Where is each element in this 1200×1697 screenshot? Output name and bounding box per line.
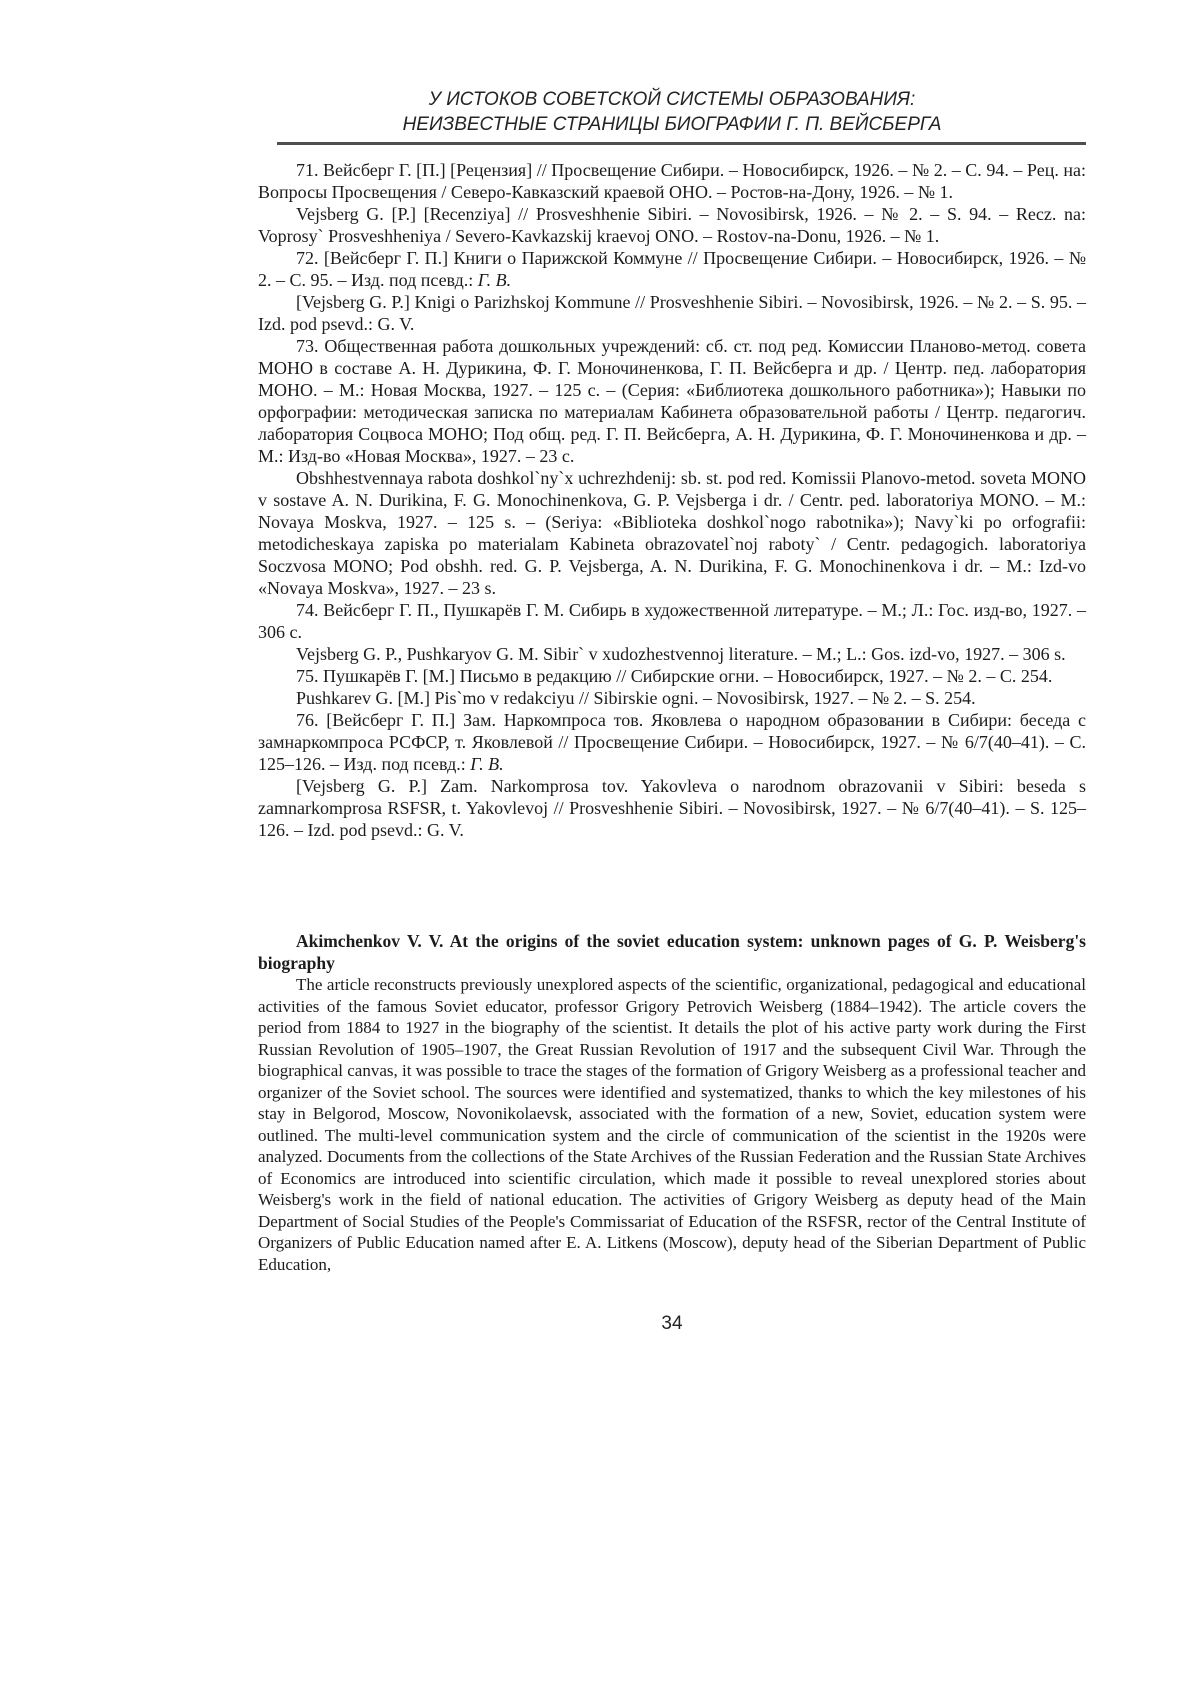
bib-entry-76-ru <box>258 709 1086 775</box>
page-number: 34 <box>661 1313 683 1334</box>
bib-entry-75-ru: 75. Пушкарёв Г. [М.] Письмо в редакцию // Сибирские огни. – Новосибирск, 1927. – № 2. – С. 254. <box>296 666 1053 686</box>
abstract-text: The article reconstructs previously unexplored aspects of the scientific, organizational, pedagogical and educational activities of the famous Soviet educator, professor Grigory Petrovich Weisberg (1884–1942). The article covers the period from 1884 to 1927 in the biography of the scientist. It details the plot of his active party work during the First Russian Revolution of 1905–1907, the Great Russian Revolution of 1917 and the subsequent Civil War. Through the biographical canvas, it was possible to trace the stages of the formation of Grigory Weisberg as a professional teacher and organizer of the Soviet school. The sources were identified and systematized, thanks to which the key milestones of his stay in Belgorod, Moscow, Novonikolaevsk, associated with the formation of a new, Soviet, education system were outlined. The multi-level communication system and the circle of communication of the scientist in the 1920s were analyzed. Documents from the collections of the State Archives of the Russian Federation and the Russian State Archives of Economics are introduced into scientific circulation, which made it possible to reveal unexplored stories about Weisberg's work in the field of national education. The activities of Grigory Weisberg as deputy head of the Main Department of Social Studies of the People's Commissariat of Education of the RSFSR, rector of the Central Institute of Organizers of Public Education named after E. A. Litkens (Moscow), deputy head of the Siberian Department of Public Education, <box>258 975 1086 1274</box>
bib-entry-74-ru: 74. Вейсберг Г. П., Пушкарёв Г. М. Сибирь в художественной литературе. – М.; Л.: Гос. изд-во, 1927. – 306 с. <box>258 600 1086 642</box>
running-header-line1: У ИСТОКОВ СОВЕТСКОЙ СИСТЕМЫ ОБРАЗОВАНИЯ: <box>428 89 916 110</box>
bibliography-list <box>258 159 1086 841</box>
english-abstract-section <box>258 931 1086 1275</box>
bib-entry-72-ru-text: 72. [Вейсберг Г. П.] Книги о Парижской Коммуне // Просвещение Сибири. – Новосибирск, 1926. – № 2. – С. 95. – Изд. под псевд.: <box>258 248 1086 290</box>
page-content <box>258 0 1086 1275</box>
bib-entry-71-ru: 71. Вейсберг Г. [П.] [Рецензия] // Просвещение Сибири. – Новосибирск, 1926. – № 2. – С. 94. – Рец. на: Вопросы Просвещения / Северо-Кавказский краевой ОНО. – Ростов-на-Дону, 1926. – № 1. <box>258 160 1086 202</box>
bib-entry-76-ru-pseudonym: Г. В. <box>470 754 504 774</box>
running-header-line2: НЕИЗВЕСТНЫЕ СТРАНИЦЫ БИОГРАФИИ Г. П. ВЕЙСБЕРГА <box>402 114 942 135</box>
abstract-heading: Akimchenkov V. V. At the origins of the soviet education system: unknown pages of G. P. Weisberg's biography <box>258 931 1086 973</box>
bib-entry-72-ru <box>258 247 1086 291</box>
bib-entry-73-ru: 73. Общественная работа дошкольных учреждений: сб. ст. под ред. Комиссии Планово-метод. совета МОНО в составе А. Н. Дурикина, Ф. Г. Моночиненкова, Г. П. Вейсберга и др. / Центр. пед. лаборатория МОНО. – М.: Новая Москва, 1927. – 125 с. – (Серия: «Библиотека дошкольного работника»); Навыки по орфографии: методическая записка по материалам Кабинета образовательной работы / Центр. педагогич. лаборатория Соцвоса МОНО; Под общ. ред. Г. П. Вейсберга, А. Н. Дурикина, Ф. Г. Моночиненкова и др. – М.: Изд-во «Новая Москва», 1927. – 23 с. <box>258 336 1086 466</box>
header-rule <box>277 142 1086 145</box>
bib-entry-72-translit: [Vejsberg G. P.] Knigi o Parizhskoj Kommune // Prosveshhenie Sibiri. – Novosibirsk, 1926. – № 2. – S. 95. – Izd. pod psevd.: G. V. <box>258 292 1086 334</box>
bib-entry-76-translit: [Vejsberg G. P.] Zam. Narkomprosa tov. Yakovleva o narodnom obrazovanii v Sibiri: beseda s zamnarkomprosa RSFSR, t. Yakovlevoj // Prosveshhenie Sibiri. – Novosibirsk, 1927. – № 6/7(40–41). – S. 125–126. – Izd. pod psevd.: G. V. <box>258 776 1086 840</box>
running-header <box>258 0 1086 145</box>
bib-entry-71-translit: Vejsberg G. [P.] [Recenziya] // Prosveshhenie Sibiri. – Novosibirsk, 1926. – № 2. – S. 94. – Recz. na: Voprosy` Prosveshheniya / Severo-Kavkazskij kraevoj ONO. – Rostov-na-Donu, 1926. – № 1. <box>258 204 1086 246</box>
bib-entry-75-translit: Pushkarev G. [M.] Pis`mo v redakciyu // Sibirskie ogni. – Novosibirsk, 1927. – № 2. – S. 254. <box>296 688 976 708</box>
bib-entry-76-ru-text: 76. [Вейсберг Г. П.] Зам. Наркомпроса тов. Яковлева о народном образовании в Сибири: беседа с замнаркомпроса РСФСР, т. Яковлевой // Просвещение Сибири. – Новосибирск, 1927. – № 6/7(40–41). – С. 125–126. – Изд. под псевд.: <box>258 710 1086 774</box>
bib-entry-73-translit: Obshhestvennaya rabota doshkol`ny`x uchrezhdenij: sb. st. pod red. Komissii Planovo-metod. soveta MONO v sostave A. N. Durikina, F. G. Monochinenkova, G. P. Vejsberga i dr. / Centr. ped. laboratoriya MONO. – M.: Novaya Moskva, 1927. – 125 s. – (Seriya: «Biblioteka doshkol`nogo rabotnika»); Navy`ki po orfografii: metodicheskaya zapiska po materialam Kabineta obrazovatel`noj raboty` / Centr. pedagogich. laboratoriya Soczvosa MONO; Pod obshh. red. G. P. Vejsberga, A. N. Durikina, F. G. Monochinenkova i dr. – M.: Izd-vo «Novaya Moskva», 1927. – 23 s. <box>258 468 1086 598</box>
bib-entry-74-translit: Vejsberg G. P., Pushkaryov G. M. Sibir` v xudozhestvennoj literature. – M.; L.: Gos. izd-vo, 1927. – 306 s. <box>296 644 1066 664</box>
bib-entry-72-ru-pseudonym: Г. В. <box>477 270 512 290</box>
